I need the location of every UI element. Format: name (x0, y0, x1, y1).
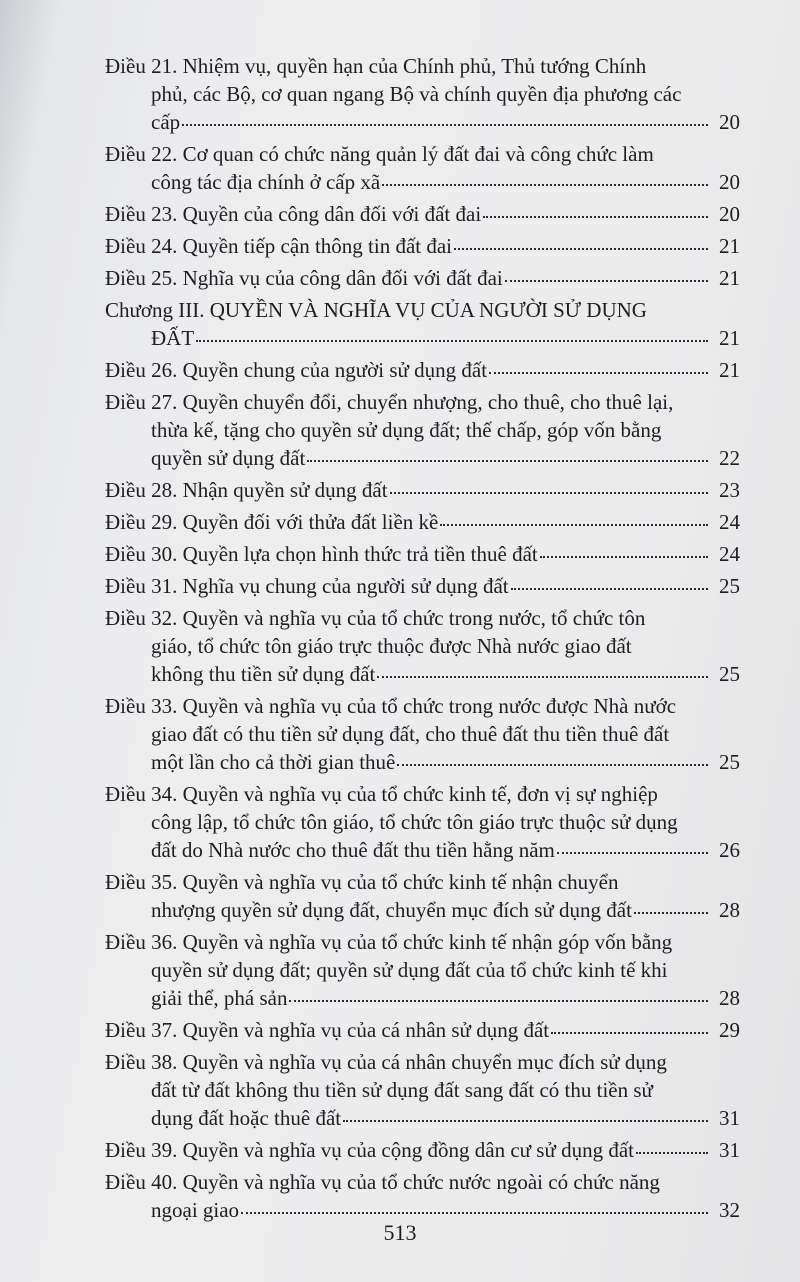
toc-entry-line: ĐẤT (151, 326, 195, 350)
toc-entry-last-line (105, 356, 740, 384)
toc-entry-page: 20 (719, 170, 740, 194)
toc-entry[interactable] (105, 1016, 740, 1044)
toc-entry-line: Điều 27. Quyền chuyển đổi, chuyển nhượng, cho thuê, cho thuê lại, (105, 390, 674, 414)
toc-entry-line: Điều 25. Nghĩa vụ của công dân đối với đất đai (105, 266, 503, 290)
toc-entry-page: 28 (719, 986, 740, 1010)
toc-entry[interactable] (105, 476, 740, 504)
toc-entry[interactable] (105, 264, 740, 292)
toc-entry-line: đất do Nhà nước cho thuê đất thu tiền hằng năm (151, 838, 555, 862)
toc-entry-page: 29 (719, 1018, 740, 1042)
toc-entry-last-line (105, 232, 740, 260)
dot-leader (196, 340, 708, 342)
toc-entry-last-line (105, 1016, 740, 1044)
toc-entry[interactable] (105, 388, 740, 472)
toc-entry-last-line (105, 572, 740, 600)
dot-leader (511, 588, 708, 590)
toc-entry-last-line (105, 984, 740, 1012)
toc-entry-line: giao đất có thu tiền sử dụng đất, cho thuê đất thu tiền thuê đất (151, 722, 670, 746)
toc-entry-line: Điều 38. Quyền và nghĩa vụ của cá nhân chuyển mục đích sử dụng (105, 1050, 667, 1074)
toc-entry-page: 23 (719, 478, 740, 502)
toc-entry[interactable] (105, 572, 740, 600)
toc-entry-line: Điều 28. Nhận quyền sử dụng đất (105, 478, 388, 502)
toc-entry-line: Điều 37. Quyền và nghĩa vụ của cá nhân sử dụng đất (105, 1018, 550, 1042)
toc-entry[interactable] (105, 780, 740, 864)
toc-entry-page: 32 (719, 1198, 740, 1222)
toc-entry-line: cấp (151, 110, 181, 134)
toc-entry-page: 20 (719, 202, 740, 226)
dot-leader (377, 676, 708, 678)
toc-entry-page: 25 (719, 574, 740, 598)
toc-entry[interactable] (105, 296, 740, 352)
toc-entry-line: Điều 29. Quyền đối với thửa đất liền kề (105, 510, 439, 534)
dot-leader (390, 492, 708, 494)
toc-entry-line: Điều 36. Quyền và nghĩa vụ của tổ chức kinh tế nhận góp vốn bằng (105, 930, 673, 954)
toc-entry-line: Điều 34. Quyền và nghĩa vụ của tổ chức kinh tế, đơn vị sự nghiệp (105, 782, 658, 806)
toc-entry[interactable] (105, 1168, 740, 1224)
toc-entry-line: Điều 21. Nhiệm vụ, quyền hạn của Chính phủ, Thủ tướng Chính (105, 54, 647, 78)
toc-entry-line: Điều 32. Quyền và nghĩa vụ của tổ chức trong nước, tổ chức tôn (105, 606, 646, 630)
toc-entry-last-line (105, 444, 740, 472)
toc-entry-line: dụng đất hoặc thuê đất (151, 1106, 342, 1130)
toc-entry[interactable] (105, 140, 740, 196)
toc-entry-page: 28 (719, 898, 740, 922)
toc-entry-last-line (105, 836, 740, 864)
dot-leader (551, 1032, 708, 1034)
toc-entry-line: Điều 24. Quyền tiếp cận thông tin đất đai (105, 234, 453, 258)
toc-entry-line: giải thể, phá sản (151, 986, 288, 1010)
dot-leader (483, 216, 708, 218)
toc-entry-page: 20 (719, 110, 740, 134)
toc-entry[interactable] (105, 928, 740, 1012)
dot-leader (241, 1212, 708, 1214)
toc-entry-line: công tác địa chính ở cấp xã (151, 170, 381, 194)
toc-entry[interactable] (105, 692, 740, 776)
toc-entry-last-line (105, 200, 740, 228)
toc-entry-line: thừa kế, tặng cho quyền sử dụng đất; thế chấp, góp vốn bằng (151, 418, 662, 442)
dot-leader (307, 460, 708, 462)
toc-entry-last-line (105, 264, 740, 292)
toc-entry-line: Điều 22. Cơ quan có chức năng quản lý đất đai và công chức làm (105, 142, 654, 166)
toc-entry[interactable] (105, 1048, 740, 1132)
toc-entry-line: quyền sử dụng đất; quyền sử dụng đất của tổ chức kinh tế khi (151, 958, 668, 982)
toc-entry-page: 21 (719, 358, 740, 382)
toc-entry[interactable] (105, 232, 740, 260)
toc-entry-page: 31 (719, 1106, 740, 1130)
toc-entry-last-line (105, 476, 740, 504)
toc-entry-page: 24 (719, 510, 740, 534)
toc-entry[interactable] (105, 508, 740, 536)
toc-entry-line: không thu tiền sử dụng đất (151, 662, 376, 686)
toc-entry-last-line (105, 108, 740, 136)
toc-entry-page: 21 (719, 234, 740, 258)
toc-entry-line: giáo, tổ chức tôn giáo trực thuộc được Nhà nước giao đất (151, 634, 632, 658)
dot-leader (454, 248, 708, 250)
page-number: 513 (383, 1220, 417, 1245)
toc-entry[interactable] (105, 1136, 740, 1164)
toc-entry[interactable] (105, 868, 740, 924)
dot-leader (634, 912, 708, 914)
toc-entry-line: Chương III. QUYỀN VÀ NGHĨA VỤ CỦA NGƯỜI SỬ DỤNG (105, 298, 647, 322)
toc-entry-line: Điều 39. Quyền và nghĩa vụ của cộng đồng dân cư sử dụng đất (105, 1138, 634, 1162)
toc-entry-line: Điều 26. Quyền chung của người sử dụng đất (105, 358, 488, 382)
dot-leader (289, 1000, 708, 1002)
dot-leader (382, 184, 708, 186)
toc-entry-page: 25 (719, 662, 740, 686)
toc-entry-page: 26 (719, 838, 740, 862)
dot-leader (557, 852, 708, 854)
toc-entry-last-line (105, 1136, 740, 1164)
toc-entry-line: phủ, các Bộ, cơ quan ngang Bộ và chính quyền địa phương các (151, 82, 682, 106)
toc-entry-page: 21 (719, 326, 740, 350)
toc-entry-page: 31 (719, 1138, 740, 1162)
dot-leader (636, 1152, 708, 1154)
toc-entry-page: 22 (719, 446, 740, 470)
toc-entry-line: Điều 33. Quyền và nghĩa vụ của tổ chức trong nước được Nhà nước (105, 694, 677, 718)
toc-entry-line: nhượng quyền sử dụng đất, chuyển mục đích sử dụng đất (151, 898, 632, 922)
dot-leader (182, 124, 708, 126)
toc-entry[interactable] (105, 200, 740, 228)
toc-entry-page: 25 (719, 750, 740, 774)
toc-entry-line: Điều 40. Quyền và nghĩa vụ của tổ chức nước ngoài có chức năng (105, 1170, 660, 1194)
dot-leader (440, 524, 708, 526)
toc-entry-last-line (105, 324, 740, 352)
table-of-contents (105, 52, 740, 1228)
toc-entry-last-line (105, 168, 740, 196)
toc-entry-last-line (105, 1104, 740, 1132)
toc-entry[interactable] (105, 540, 740, 568)
toc-entry-last-line (105, 540, 740, 568)
toc-entry[interactable] (105, 52, 740, 136)
toc-entry[interactable] (105, 356, 740, 384)
toc-entry-line: Điều 23. Quyền của công dân đối với đất đai (105, 202, 482, 226)
toc-entry-line: Điều 35. Quyền và nghĩa vụ của tổ chức kinh tế nhận chuyển (105, 870, 619, 894)
dot-leader (343, 1120, 708, 1122)
dot-leader (505, 280, 708, 282)
toc-entry[interactable] (105, 604, 740, 688)
dot-leader (489, 372, 708, 374)
dot-leader (397, 764, 708, 766)
toc-entry-line: quyền sử dụng đất (151, 446, 306, 470)
toc-entry-line: ngoại giao (151, 1198, 240, 1222)
toc-entry-page: 21 (719, 266, 740, 290)
toc-entry-line: Điều 30. Quyền lựa chọn hình thức trả tiền thuê đất (105, 542, 538, 566)
toc-entry-last-line (105, 508, 740, 536)
toc-entry-last-line (105, 896, 740, 924)
toc-entry-line: Điều 31. Nghĩa vụ chung của người sử dụng đất (105, 574, 509, 598)
toc-entry-last-line (105, 748, 740, 776)
toc-entry-line: công lập, tổ chức tôn giáo, tổ chức tôn giáo trực thuộc sử dụng (151, 810, 678, 834)
toc-entry-page: 24 (719, 542, 740, 566)
toc-entry-line: một lần cho cả thời gian thuê (151, 750, 396, 774)
dot-leader (540, 556, 708, 558)
toc-entry-last-line (105, 660, 740, 688)
toc-entry-line: đất từ đất không thu tiền sử dụng đất sang đất có thu tiền sử (151, 1078, 653, 1102)
